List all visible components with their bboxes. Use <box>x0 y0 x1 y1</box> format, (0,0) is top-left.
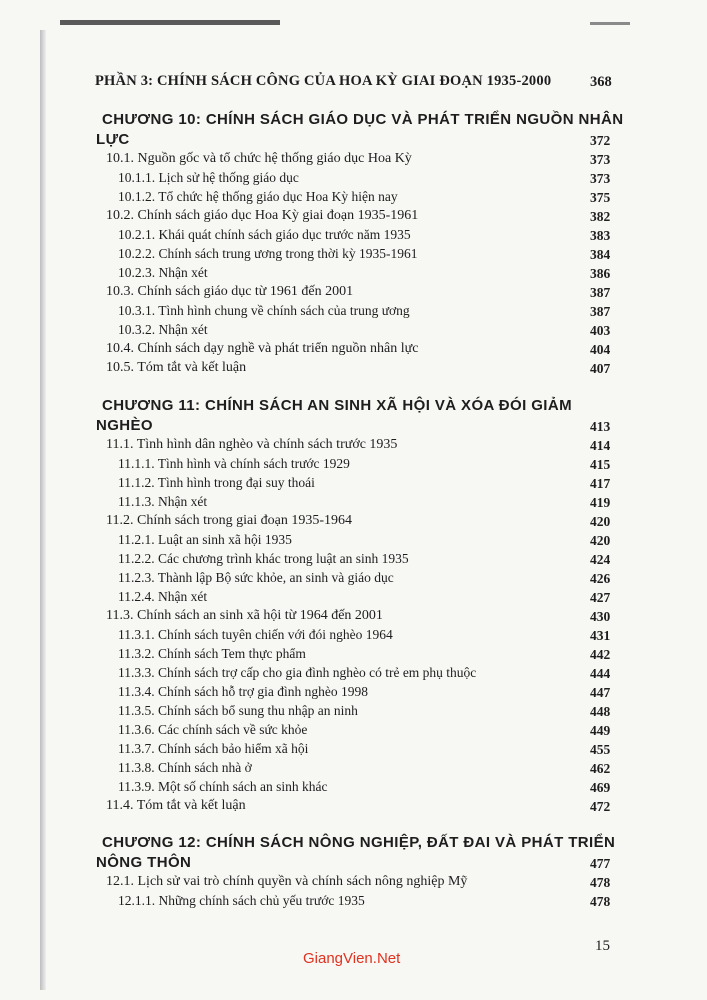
toc-entry: 11.3. Chính sách an sinh xã hội từ 1964 đến 2001 <box>106 608 383 623</box>
page-top-edge-mark <box>60 20 280 25</box>
toc-entry: 11.3.5. Chính sách bổ sung thu nhập an ninh <box>118 703 358 718</box>
toc-entry: 11.2.2. Các chương trình khác trong luật an sinh 1935 <box>118 551 409 566</box>
toc-entry: 10.3.2. Nhận xét <box>118 322 208 337</box>
toc-page: 375 <box>590 190 611 205</box>
page-top-edge-mark-right <box>590 22 630 25</box>
toc-page: 407 <box>590 361 611 376</box>
toc-entry: 10.2.1. Khái quát chính sách giáo dục trước năm 1935 <box>118 227 411 242</box>
toc-entry: 11.3.4. Chính sách hỗ trợ gia đình nghèo 1998 <box>118 684 368 699</box>
toc-entry: 11.3.8. Chính sách nhà ở <box>118 760 252 775</box>
toc-page: 403 <box>590 323 611 338</box>
chapter-11-page: 413 <box>590 419 611 434</box>
toc-page: 472 <box>590 799 611 814</box>
chapter-12-page: 477 <box>590 856 611 871</box>
toc-page: 387 <box>590 304 611 319</box>
toc-entry: 11.3.2. Chính sách Tem thực phẩm <box>118 646 306 661</box>
toc-page: 417 <box>590 476 611 491</box>
toc-entry: 11.3.1. Chính sách tuyên chiến với đói nghèo 1964 <box>118 627 393 642</box>
toc-page: 478 <box>590 894 611 909</box>
chapter-11-title-line2: NGHÈO <box>96 417 154 434</box>
toc-entry: 10.2.2. Chính sách trung ương trong thời kỳ 1935-1961 <box>118 246 418 261</box>
toc-page: 373 <box>590 152 611 167</box>
toc-entry: 10.2. Chính sách giáo dục Hoa Kỳ giai đoạn 1935-1961 <box>106 208 419 223</box>
toc-page: 387 <box>590 285 611 300</box>
toc-page: 386 <box>590 266 611 281</box>
toc-entry: 11.2.4. Nhận xét <box>118 589 208 604</box>
toc-entry: 10.3. Chính sách giáo dục từ 1961 đến 2001 <box>106 284 354 299</box>
chapter-10-title-line2: LỰC <box>96 131 130 148</box>
toc-entry: 10.5. Tóm tắt và kết luận <box>106 360 247 375</box>
toc-entry: 11.3.3. Chính sách trợ cấp cho gia đình nghèo có trẻ em phụ thuộc <box>118 665 477 680</box>
toc-page: 462 <box>590 761 611 776</box>
toc-entry: 11.1.1. Tình hình và chính sách trước 1929 <box>118 456 350 471</box>
toc-page: 478 <box>590 875 611 890</box>
toc-page: 430 <box>590 609 611 624</box>
toc-page: 447 <box>590 685 611 700</box>
toc-page: 415 <box>590 457 611 472</box>
page-binding-shadow <box>40 30 46 990</box>
toc-page: 431 <box>590 628 611 643</box>
toc-entry: 11.3.6. Các chính sách về sức khỏe <box>118 722 308 737</box>
toc-page: 442 <box>590 647 611 662</box>
toc-page: 420 <box>590 514 611 529</box>
toc-entry: 10.3.1. Tình hình chung về chính sách của trung ương <box>118 303 410 318</box>
toc-entry: 11.2.3. Thành lập Bộ sức khỏe, an sinh và giáo dục <box>118 570 394 585</box>
toc-entry: 12.1. Lịch sử vai trò chính quyền và chính sách nông nghiệp Mỹ <box>106 874 468 889</box>
toc-entry: 11.2.1. Luật an sinh xã hội 1935 <box>118 532 292 547</box>
toc-page: 383 <box>590 228 611 243</box>
toc-entry: 11.1.3. Nhận xét <box>118 494 208 509</box>
toc-page: 419 <box>590 495 611 510</box>
toc-page: 444 <box>590 666 611 681</box>
toc-entry: 10.1.1. Lịch sử hệ thống giáo dục <box>118 170 299 185</box>
toc-entry: 11.1.2. Tình hình trong đại suy thoái <box>118 475 315 490</box>
toc-entry: 10.4. Chính sách dạy nghề và phát triển nguồn nhân lực <box>106 341 419 356</box>
chapter-11-title-line1: CHƯƠNG 11: CHÍNH SÁCH AN SINH XÃ HỘI VÀ XÓA ĐÓI GIẢM <box>102 397 572 414</box>
toc-page: 427 <box>590 590 611 605</box>
toc-entry: 11.4. Tóm tắt và kết luận <box>106 798 246 813</box>
toc-page: 455 <box>590 742 611 757</box>
toc-page: 469 <box>590 780 611 795</box>
toc-entry: 11.3.9. Một số chính sách an sinh khác <box>118 779 328 794</box>
toc-entry: 12.1.1. Những chính sách chủ yếu trước 1935 <box>118 893 365 908</box>
toc-page: 424 <box>590 552 611 567</box>
part-page: 368 <box>590 74 612 90</box>
toc-page: 449 <box>590 723 611 738</box>
toc-page: 414 <box>590 438 611 453</box>
toc-page: 426 <box>590 571 611 586</box>
toc-page: 373 <box>590 171 611 186</box>
chapter-10-title-line1: CHƯƠNG 10: CHÍNH SÁCH GIÁO DỤC VÀ PHÁT TRIỂN NGUỒN NHÂN <box>102 111 624 128</box>
chapter-12-title-line1: CHƯƠNG 12: CHÍNH SÁCH NÔNG NGHIỆP, ĐẤT ĐAI VÀ PHÁT TRIỂN <box>102 834 616 851</box>
toc-entry: 10.1.2. Tổ chức hệ thống giáo dục Hoa Kỳ hiện nay <box>118 189 398 204</box>
toc-entry: 10.1. Nguồn gốc và tổ chức hệ thống giáo dục Hoa Kỳ <box>106 151 412 166</box>
toc-entry: 11.3.7. Chính sách bảo hiểm xã hội <box>118 741 309 756</box>
toc-entry: 10.2.3. Nhận xét <box>118 265 208 280</box>
toc-entry: 11.2. Chính sách trong giai đoạn 1935-1964 <box>106 513 353 528</box>
watermark-text: GiangVien.Net <box>303 950 401 967</box>
page-number: 15 <box>595 938 610 954</box>
toc-page: 420 <box>590 533 611 548</box>
part-title-text: PHẦN 3: CHÍNH SÁCH CÔNG CỦA HOA KỲ GIAI ĐOẠN 1935-2000 <box>95 73 552 89</box>
toc-page: 448 <box>590 704 611 719</box>
toc-page: 384 <box>590 247 611 262</box>
toc-page: 404 <box>590 342 611 357</box>
part-title <box>95 73 551 90</box>
chapter-12-title-line2: NÔNG THÔN <box>96 854 192 871</box>
chapter-10-page: 372 <box>590 133 611 148</box>
toc-page: 382 <box>590 209 611 224</box>
toc-entry: 11.1. Tình hình dân nghèo và chính sách trước 1935 <box>106 437 398 452</box>
